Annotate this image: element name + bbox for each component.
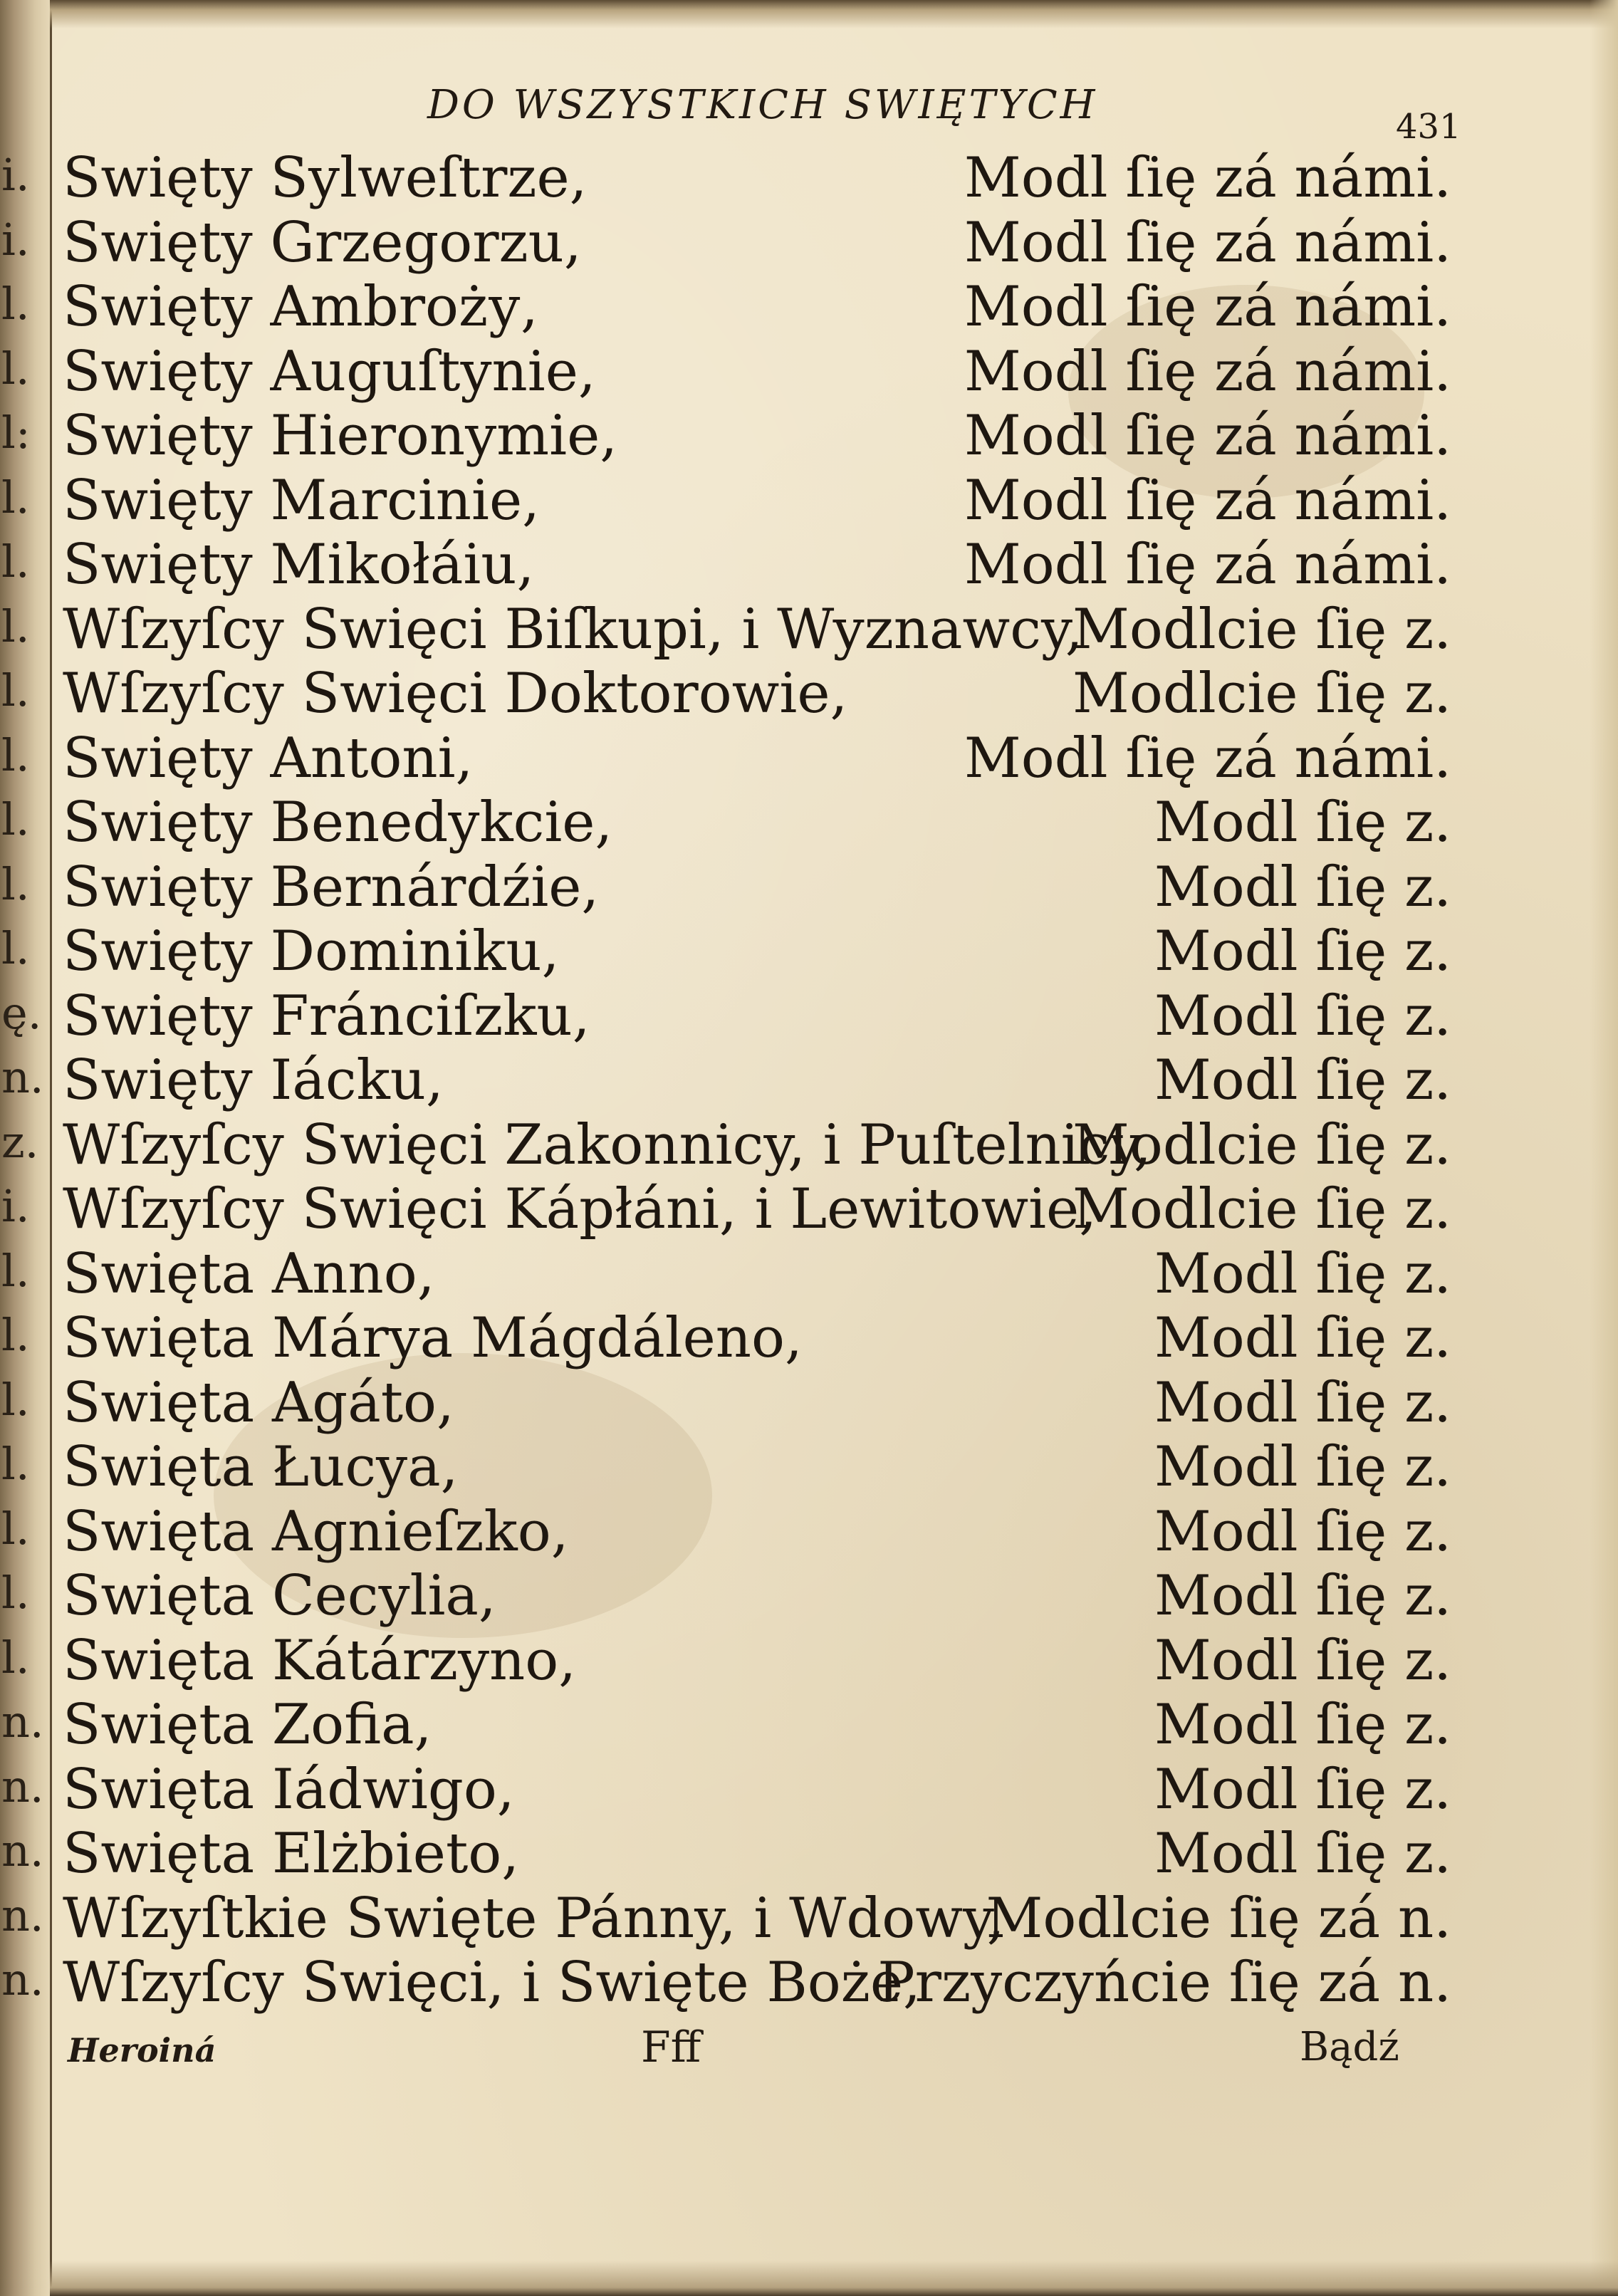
saint-invocation: Swięty Fránciſzku, <box>63 983 590 1048</box>
page-top-edge <box>50 0 1618 28</box>
margin-fragment: n. <box>1 1051 44 1103</box>
litany-entry <box>63 469 1451 533</box>
litany-entry <box>63 984 1451 1049</box>
prayer-response: Modl ſię z. <box>1154 1757 1451 1822</box>
prayer-response: Modl ſię z. <box>1154 1435 1451 1499</box>
saint-invocation: Swięty Mikołáiu, <box>63 533 535 597</box>
litany-entry <box>63 1693 1451 1758</box>
litany-list <box>63 146 1451 2015</box>
margin-fragment: l. <box>1 342 30 395</box>
margin-fragment: l. <box>1 729 30 781</box>
saint-invocation: Wſzyſcy Swięci Zakonnicy, i Puſtelnicy, <box>63 1112 1152 1177</box>
prayer-response: Modl ſię zá námi. <box>964 339 1451 404</box>
litany-entry <box>63 1822 1451 1887</box>
saint-invocation: Wſzyſcy Swięci Biſkupi, i Wyznawcy, <box>63 597 1083 662</box>
saint-invocation: Swięta Elżbieto, <box>63 1822 520 1886</box>
margin-fragment: l. <box>1 536 30 588</box>
saint-invocation: Swięta Agnieſzko, <box>63 1499 569 1564</box>
margin-fragment: l. <box>1 471 30 523</box>
litany-entry <box>63 146 1451 211</box>
saint-invocation: Swięty Hieronymie, <box>63 404 618 468</box>
litany-entry <box>63 1048 1451 1113</box>
margin-fragment: n. <box>1 1953 44 2005</box>
margin-fragment: l. <box>1 664 30 716</box>
page-right-edge <box>1590 0 1618 2296</box>
margin-fragment: l. <box>1 1244 30 1297</box>
litany-entry <box>63 790 1451 855</box>
margin-fragment: l. <box>1 1438 30 1490</box>
litany-entry <box>63 404 1451 469</box>
litany-entry <box>63 662 1451 726</box>
facing-page-text-fragments <box>0 0 50 2296</box>
signature-mark: Fff <box>641 2023 701 2072</box>
prayer-response: Modl ſię z. <box>1154 1048 1451 1112</box>
saint-invocation: Swięty Antoni, <box>63 726 474 790</box>
prayer-response: Modl ſię z. <box>1154 1499 1451 1564</box>
litany-entry <box>63 1629 1451 1694</box>
prayer-response: Modl ſię zá námi. <box>964 726 1451 790</box>
prayer-response: Modl ſię z. <box>1154 1564 1451 1628</box>
saint-invocation: Wſzyſcy Swięci Doktorowie, <box>63 662 848 726</box>
saint-invocation: Wſzyſcy Swięci Kápłáni, i Lewitowie, <box>63 1177 1097 1241</box>
margin-fragment: l. <box>1 1502 30 1555</box>
saint-invocation: Swięta Cecylia, <box>63 1564 496 1628</box>
prayer-response: Modlcie ſię z. <box>1072 1177 1451 1241</box>
margin-fragment: n. <box>1 1760 44 1812</box>
margin-fragment: n. <box>1 1889 44 1941</box>
saint-invocation: Swięta Iádwigo, <box>63 1757 515 1822</box>
saint-invocation: Swięty Grzegorzu, <box>63 210 582 275</box>
margin-fragment: l. <box>1 857 30 910</box>
prayer-response: Modl ſię z. <box>1154 1693 1451 1757</box>
litany-entry <box>63 1887 1451 1951</box>
margin-fragment: l. <box>1 1631 30 1684</box>
prayer-response: Modlcie ſię z. <box>1072 1112 1451 1177</box>
saint-invocation: Swięty Auguſtynie, <box>63 339 596 404</box>
prayer-response: Modl ſię zá námi. <box>964 533 1451 597</box>
prayer-response: Modl ſię zá námi. <box>964 468 1451 533</box>
prayer-response: Modl ſię z. <box>1154 983 1451 1048</box>
catchword: Bądź <box>1300 2024 1399 2070</box>
litany-entry <box>63 340 1451 405</box>
prayer-response: Przyczyńcie ſię zá n. <box>877 1951 1451 2015</box>
saint-invocation: Swięty Benedykcie, <box>63 790 613 855</box>
prayer-response: Modl ſię zá námi. <box>964 275 1451 339</box>
margin-fragment: i. <box>1 1180 30 1232</box>
saint-invocation: Swięty Iácku, <box>63 1048 444 1112</box>
litany-entry <box>63 533 1451 598</box>
litany-entry <box>63 919 1451 984</box>
litany-entry <box>63 1951 1451 2015</box>
saint-invocation: Swięta Zofia, <box>63 1693 432 1757</box>
page-number: 431 <box>1396 107 1461 147</box>
litany-entry <box>63 1113 1451 1178</box>
page-bottom-edge <box>50 2260 1618 2296</box>
litany-entry <box>63 1758 1451 1822</box>
prayer-response: Modlcie ſię zá n. <box>986 1886 1451 1951</box>
margin-fragment: l. <box>1 1567 30 1619</box>
margin-fragment: l. <box>1 922 30 974</box>
saint-invocation: Wſzyſtkie Swięte Pánny, i Wdowy, <box>63 1886 1005 1951</box>
margin-fragment: l. <box>1 1309 30 1361</box>
margin-fragment: z. <box>1 1115 39 1168</box>
saint-invocation: Swięty Ambrożу, <box>63 275 538 339</box>
margin-fragment: ę. <box>1 986 42 1039</box>
saint-invocation: Swięty Dominiku, <box>63 919 560 983</box>
prayer-response: Modl ſię z. <box>1154 1306 1451 1370</box>
margin-fragment: l. <box>1 278 30 330</box>
margin-fragment: l: <box>1 407 31 459</box>
prayer-response: Modl ſię zá námi. <box>964 146 1451 210</box>
saint-invocation: Swięty Sylweſtrze, <box>63 146 588 210</box>
prayer-response: Modl ſię zá námi. <box>964 210 1451 275</box>
prayer-response: Modl ſię z. <box>1154 790 1451 855</box>
prayer-response: Modl ſię zá námi. <box>964 404 1451 468</box>
running-title: DO WSZYSTKICH SWIĘTYCH <box>427 82 1098 128</box>
litany-entry <box>63 1177 1451 1242</box>
prayer-response: Modl ſię z. <box>1154 919 1451 983</box>
litany-entry <box>63 1500 1451 1565</box>
litany-entry <box>63 1435 1451 1500</box>
litany-entry <box>63 211 1451 276</box>
litany-entry <box>63 855 1451 920</box>
saint-invocation: Swięta Anno, <box>63 1241 435 1306</box>
litany-entry <box>63 726 1451 791</box>
litany-entry <box>63 1371 1451 1436</box>
litany-entry <box>63 275 1451 340</box>
margin-fragment: l. <box>1 793 30 845</box>
saint-invocation: Wſzyſcy Swięci, i Swięte Boże, <box>63 1951 921 2015</box>
litany-entry <box>63 1564 1451 1629</box>
litany-entry <box>63 598 1451 662</box>
prayer-response: Modlcie ſię z. <box>1072 662 1451 726</box>
margin-fragment: i. <box>1 149 30 201</box>
prayer-response: Modlcie ſię z. <box>1072 597 1451 662</box>
prayer-response: Modl ſię z. <box>1154 1241 1451 1306</box>
saint-invocation: Swięta Márya Mágdáleno, <box>63 1306 803 1370</box>
margin-fragment: l. <box>1 600 30 652</box>
prayer-response: Modl ſię z. <box>1154 1822 1451 1886</box>
litany-entry <box>63 1242 1451 1307</box>
margin-fragment: n. <box>1 1696 44 1748</box>
saint-invocation: Swięta Agáto, <box>63 1370 454 1435</box>
saint-invocation: Swięta Łucya, <box>63 1435 459 1499</box>
margin-fragment: l. <box>1 1373 30 1426</box>
saint-invocation: Swięty Marcinie, <box>63 468 540 533</box>
litany-entry <box>63 1306 1451 1371</box>
marginal-note: Heroiná <box>68 2031 216 2070</box>
margin-fragment: n. <box>1 1825 44 1877</box>
margin-fragment: i. <box>1 213 30 266</box>
prayer-response: Modl ſię z. <box>1154 1628 1451 1693</box>
saint-invocation: Swięty Bernárdźie, <box>63 855 600 919</box>
prayer-response: Modl ſię z. <box>1154 855 1451 919</box>
saint-invocation: Swięta Kátárzyno, <box>63 1628 577 1693</box>
prayer-response: Modl ſię z. <box>1154 1370 1451 1435</box>
